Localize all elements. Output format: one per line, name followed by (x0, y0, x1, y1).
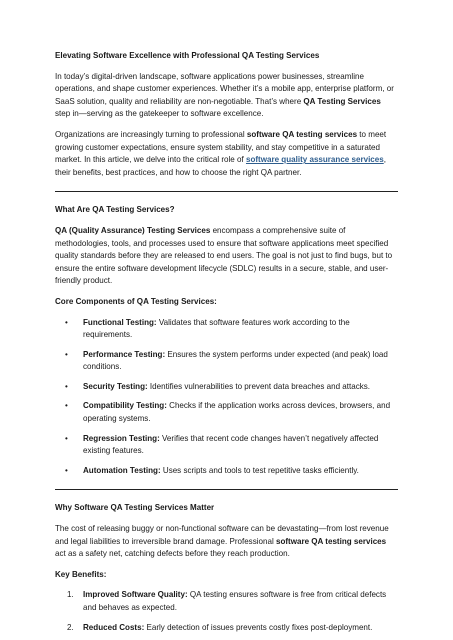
section1-p-bold: QA (Quality Assurance) Testing Services (55, 225, 211, 235)
list-number: 1. (67, 590, 74, 600)
list-item-label: Reduced Costs: (83, 622, 145, 632)
section2-p-text-a: The cost of releasing buggy or non-functional software can be devastating—from lost revenue and legal liabilities to irreversible brand damage. Professional (55, 524, 389, 546)
section-divider (55, 489, 398, 490)
section1-p-text: encompass a comprehensive suite of methodologies, tools, and processes used to ensure that software applications meet specified quality standards before they are released to end users. The goal is not just to find bugs, but to ensure the entire software development lifecycle (SDLC) results in a secure, stable, and user-friendly product. (55, 225, 393, 286)
key-benefits-list (55, 589, 398, 634)
list-item (55, 400, 398, 425)
list-item-text: Early detection of issues prevents costly fixes post-deployment. (144, 622, 373, 632)
list-item-text: Ensures the system performs under expected (and peak) load conditions. (83, 349, 388, 372)
list-item-text: Verifies that recent code changes haven’t negatively affected existing features. (83, 433, 379, 456)
intro-p1-bold: QA Testing Services (303, 96, 381, 106)
list-item-label: Functional Testing: (83, 317, 157, 327)
intro-paragraph-2 (55, 129, 398, 179)
core-components-heading: Core Components of QA Testing Services: (55, 296, 217, 306)
list-item-label: Performance Testing: (83, 349, 166, 359)
key-benefits-heading: Key Benefits: (55, 569, 107, 579)
bullet-icon: • (65, 401, 68, 411)
bullet-icon: • (65, 433, 68, 443)
intro-p1-text-b: step in—serving as the gatekeeper to software excellence. (55, 109, 264, 119)
intro-p2-text-b: to meet growing customer expectations, ensure system stability, and stay competitive in a saturated market. In this article, we delve into the critical role of (55, 129, 387, 165)
list-item-label: Regression Testing: (83, 433, 160, 443)
section-divider (55, 191, 398, 192)
list-item-text: Identifies vulnerabilities to prevent data breaches and attacks. (147, 381, 371, 391)
document-title: Elevating Software Excellence with Professional QA Testing Services (55, 51, 320, 60)
list-item-label: Compatibility Testing: (83, 401, 167, 411)
list-item-text: QA testing ensures software is free from critical defects and behaves as expected. (83, 590, 387, 612)
list-item (55, 317, 398, 342)
list-item-text: Validates that software features work according to the requirements. (83, 317, 350, 340)
list-item (55, 381, 398, 394)
section2-p-text-b: act as a safety net, catching defects before they reach production. (55, 549, 290, 559)
bullet-icon: • (65, 465, 68, 475)
core-components-list (55, 317, 398, 478)
list-item (55, 465, 398, 478)
intro-p2-text-c: , their benefits, best practices, and how to choose the right QA partner. (55, 155, 386, 177)
section2-paragraph (55, 523, 398, 561)
intro-p2-text-a: Organizations are increasingly turning to professional (55, 129, 247, 139)
list-item (55, 349, 398, 374)
section1-paragraph (55, 225, 398, 288)
intro-p2-bold: software QA testing services (246, 129, 358, 139)
list-number: 2. (67, 622, 74, 632)
section2-p-bold: software QA testing services (275, 536, 387, 546)
list-item-label: Security Testing: (83, 381, 148, 391)
bullet-icon: • (65, 317, 68, 327)
list-item-text: Checks if the application works across devices, browsers, and operating systems. (83, 401, 391, 424)
section1-heading: What Are QA Testing Services? (55, 205, 175, 215)
bullet-icon: • (65, 381, 68, 391)
list-item (55, 589, 398, 614)
software-quality-assurance-link[interactable]: software quality assurance services (245, 155, 384, 165)
list-item (55, 622, 398, 635)
list-item-text: Uses scripts and tools to test repetitive tasks efficiently. (160, 465, 359, 475)
list-item-label: Improved Software Quality: (83, 590, 188, 600)
list-item (55, 433, 398, 458)
section2-heading: Why Software QA Testing Services Matter (55, 503, 215, 513)
bullet-icon: • (65, 349, 68, 359)
intro-paragraph-1 (55, 71, 398, 121)
intro-p1-text-a: In today’s digital-driven landscape, software applications power businesses, streamline operations, and shape customer experiences. Whether it’s a mobile app, enterprise platform, or SaaS solution, quality and reliability are non-negotiable. That’s where (55, 71, 394, 106)
list-item-label: Automation Testing: (83, 465, 161, 475)
